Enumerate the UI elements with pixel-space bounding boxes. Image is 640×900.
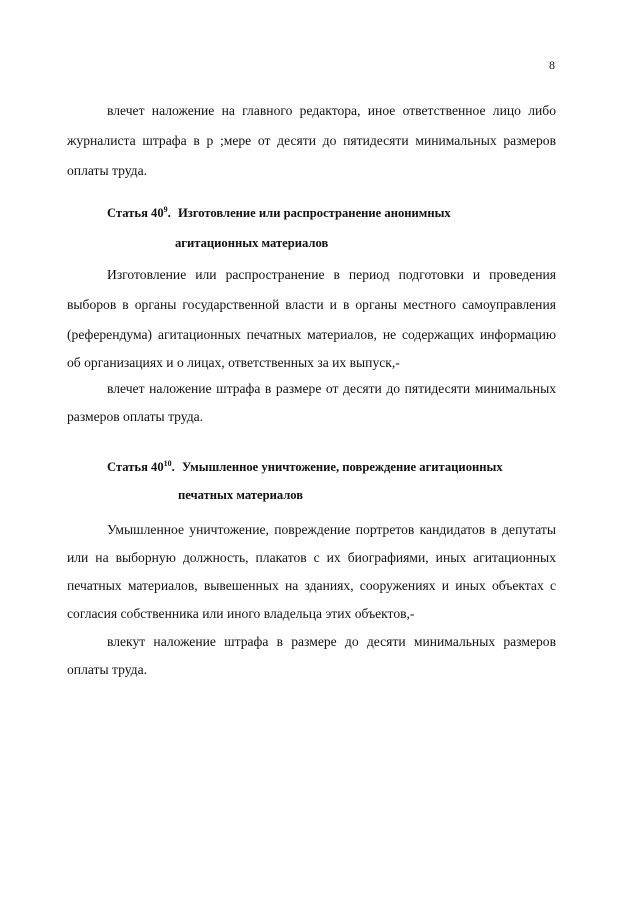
article-40-10-para-line-3: печатных материалов, вывешенных на зданиях, сооружениях и иных объектах с [67, 578, 556, 593]
article-40-9-para-line-1: Изготовление или распространение в период подготовки и проведения [107, 267, 556, 282]
article-40-9-para-line-3: (референдума) агитационных печатных материалов, не содержащих информацию [67, 327, 556, 342]
article-40-9-para-line-2: выборов в органы государственной власти и в органы местного самоуправления [67, 297, 556, 312]
article-40-9-title-line-2: агитационных материалов [175, 236, 329, 250]
article-40-9-para-line-4: об организациях и о лицах, ответственных за их выпуск,- [67, 355, 400, 370]
intro-line-1: влечет наложение на главного редактора, иное ответственное лицо либо [107, 103, 556, 118]
article-40-10-para-line-2: или на выборную должность, плакатов с их биографиями, иных агитационных [67, 550, 556, 565]
article-40-9-heading [107, 205, 451, 221]
article-40-10-sanction-line-1: влекут наложение штрафа в размере до десяти минимальных размеров [107, 634, 556, 649]
article-40-10-label: Статья $40^{10}$. [107, 458, 175, 474]
article-40-10-sanction-line-2: оплаты труда. [67, 662, 148, 677]
article-40-10-para-line-4: согласия собственника или иного владельца этих объектов,- [67, 606, 415, 621]
article-40-10-title-line-1: Умышленное уничтожение, повреждение агитационных [181, 460, 503, 474]
article-40-9-sanction-line-2: размеров оплаты труда. [67, 409, 204, 424]
intro-line-3: оплаты труда. [67, 163, 148, 178]
article-40-9-sup: 9 [163, 204, 168, 214]
intro-line-2: журналиста штрафа в р ;мере от десяти до пятидесяти минимальных размеров [67, 133, 556, 148]
article-40-10-sup: 10 [163, 458, 172, 468]
article-40-10-title-line-2: печатных материалов [178, 488, 304, 502]
article-40-9-label: Статья $40^9$. [107, 204, 171, 220]
article-40-10-para-line-1: Умышленное уничтожение, повреждение портретов кандидатов в депутаты [107, 522, 556, 537]
article-40-9-sanction-line-1: влечет наложение штрафа в размере от десяти до пятидесяти минимальных [107, 381, 556, 396]
article-40-9-title-line-1: Изготовление или распространение анонимных [177, 206, 451, 220]
article-40-10-heading [107, 459, 503, 475]
page-number: 8 [549, 58, 555, 72]
